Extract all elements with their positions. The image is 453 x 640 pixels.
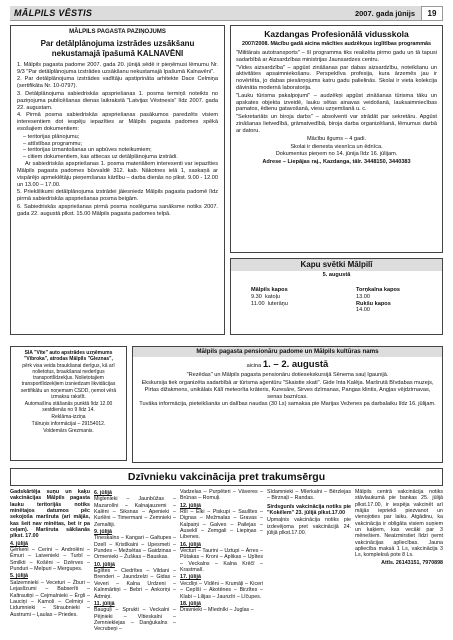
vaccination-intro: Gadskārtēja suņu un kaķu vakcinācijas Mālpils pagasta lauku teritorijās notiks minētajos datumos pēc sekojoša maršruta (ari mājās, kas šeit nav minētas, bet ir pa ceļam). Maršruta sākšanās plkst. 17.00 xyxy=(10,489,90,540)
vaccination-day: 12. jūlijā xyxy=(180,502,201,509)
page-header xyxy=(10,6,443,21)
school-program: "Lauku tūrisma pakalpojumi" – audzēkņi apgūst zināšanas tūrisma tāku un apskates objekta izveidē, lauku sētas ainavas veidošanā, lauksaimniecības pamatos, ēdienu gatavošanā, viesu uzņemšanā u. c. xyxy=(236,92,437,113)
vaccination-day: 18. jūlijā xyxy=(180,600,201,607)
vaccination-phone: Attīs. 26143151, 7970898 xyxy=(381,559,443,566)
cemetery-row: Rukšu kapos xyxy=(356,300,391,307)
sia-footer: Tālruņis informācijai – 29154012. xyxy=(31,421,106,428)
vaccination-route: Ģērkeni – Cerini – Androlēni – Ēmuri – Laivenieki – Turbī – Smilkti – Košēni – Dzērves – Punduri – Melpuri – Mergupes. xyxy=(10,547,90,573)
sia-footer: Automašīnu stāšanās punktā līdz 12.00 sestdienās no 9 līdz 14. xyxy=(24,400,113,413)
vaccination-route: Egiītes – Ciedrītes – Vildani – Brenderi – Jaundzelzi – Gidas – Veveri – Kalna Urdzeni – Kalnmārtiņi – Bebri – Ankoriņi – Ādmiņi. xyxy=(94,568,176,600)
school-subtitle: 2007/2008. Mācību gadā aicina mācīties audzēkņus izglītības programmās xyxy=(241,41,432,48)
excursion-text: "Rezēdas" un Mālpils pagasta pensionāru dotiesekskursijā Sēnema sauļ Igaunijā. xyxy=(186,372,389,379)
cemetery-right-head: Torņkalna kapos xyxy=(356,287,401,293)
notice-bullet: – teritorijas plānojumu; xyxy=(23,133,80,140)
vaccination-col-1 xyxy=(10,489,90,639)
school-info: Skolai ir dienesta viesnīca un ēdnīca. xyxy=(290,143,383,150)
school-info: Dokumentus pieņem no 14. jūnija līdz 16. jūlijam. xyxy=(275,151,398,158)
sia-footer: Reklāma-izziņa xyxy=(51,413,86,420)
vaccination-route: Salzemnieki – Veceturi – Žburi – Lejaslīzumi – Babserīti – Kaltrautiņi – Cejmalnieki – Ērgli – Lauciņi – Kamoli – Celmiņi – Lidumnieki – Straubnieki – Austrumi – Ļaulas – Priedes. xyxy=(10,579,90,618)
vaccination-day: 10. jūlijā xyxy=(94,561,115,568)
school-program: "Militārais autotransports" – šī programma tiks realizēta pirmo gadu un tā tapusi sadarbībā ar Aizsardzības ministrijas Jaunsardzes centru. xyxy=(236,49,437,63)
notice-item: 4. Pirmā posma sabiedriskās apspriešanas pasākumos paredzēts visiem interesentiem dot iespēju iepazīties ar Mālpils pagasta padomes spēkā esošajiem dokumentiem: xyxy=(17,112,218,132)
vaccination-centre: Mālpils centrā vakcinācija notiks stāvlaukumā pie bankas 25. jūlijā plkst.17.00, ir iespēja vakcinēt arī mājās iepriekš piezvanot un vienojoties par laiku. Atgādinu, ka vakcinācija ir obligāta visiem suņiem un kaķiem, kas vecāki par 3 mēnešiem. Neaizmirstiet līdzi ņemt vakcinācijas apliecības. Jauna apliecība maksā 1 Ls, vakcinācija 3 Ls, kompleksā pote 8 Ls. xyxy=(355,489,443,559)
excursion-text: Tuvāka informācija, pieteikšanās un dalības naudas (30 Ls) samaksa pie Marijas Veženes pa darbalaiku līdz 16. jūlijam. xyxy=(139,401,436,408)
notice-bullet: – attīstības programmu; xyxy=(23,140,83,147)
cemetery-row: 14.00 xyxy=(356,307,370,314)
vaccination-day: 17. jūlijā xyxy=(180,574,201,581)
notice-kicker: MĀLPILS PAGASTA PAZIŅOJUMS xyxy=(69,29,166,35)
sia-body: pērk visa veida braukšanai derīgus, kā arī nolietotus, braukšanai nederīgus transportlīdzekļus. Nolietotajiem transportlīdzekļiem izsniedzam likvidācijas sertifikātu un noņemam CSDD, ņemot vērā izmaksu rakstīt. xyxy=(20,363,117,400)
cemetery-title: Kapu svētki Mālpilī xyxy=(231,259,442,271)
vaccination-route: Rīli – Elki – Piskupi – Saulītes – Dignas – Mežmalas – Gravas – Kalpaiņi – Galves – Pailejas – Auseklī – Zemgali – Liepiņas – Libenes. xyxy=(180,509,263,541)
vaccination-place: Upmaļnis vakcinācija notiks pie izdevējoma pret vakcinācijā 24. jūlijā plkst.17.00. xyxy=(267,517,351,537)
notice-item: 3. Detālplānojuma sabiedriskās apspriešanas 1. posma termiņš noteikts no paziņojuma publicēšanas dienas laikrakstā "Latvijas Vēstnesis" līdz 2007. gada 22. augustam. xyxy=(17,90,218,111)
cemetery-row: 9.30 katoļu xyxy=(251,293,280,300)
school-program: "Sekretariāts un biroja darbs" – absolventi var strādāt par sekretāru. Apgūst zināšanas lietvedībā, grāmatvedībā, biroja darba organizēšanā, lēmumus darbā ar datoru. xyxy=(236,114,437,134)
planning-notice xyxy=(10,25,225,335)
cemetery-festival xyxy=(230,258,443,335)
page-number: 19 xyxy=(421,6,443,21)
vaccination-route: Vecdīņi – Vīdēni – Krumāļi – Kiceri – Cepīši – Akotēnes – Birzītes – Klabi – Lilijas – Jaunzīri – Līčupes. xyxy=(180,580,263,600)
vaccination-place: Sirdsgunīs vakcinācija notiks pie "Kokēīem" 23. jūlijā plkst.17.00 xyxy=(267,503,351,517)
vaccination-route: Dravnieki – Mīednīki – Juglas – xyxy=(180,607,254,614)
vaccination-col-4 xyxy=(267,489,351,639)
cemetery-left-head: Mālpils kapos xyxy=(251,287,288,293)
notice-paragraph: Ar sabiedriskās apspriešanas 1. posma materiāliem interesenti var iepazīties Mālpils pagasta padomes būvvaldē 312. kab. Nākotnes ielā 1, saskaņā ar vispārējo apmeklētāju pieņemšanas kārtību – darba dienās no plkst. 9.00 - 12.00 un 13.00 – 17.00. xyxy=(17,161,218,188)
notice-bullet: – teritorijas izmantošanas un apbūves noteikumiem; xyxy=(23,147,152,154)
newspaper-title: MĀLPILS VĒSTIS xyxy=(14,8,93,18)
vaccination-col-5 xyxy=(355,489,443,639)
vaccination-day: 4. jūlijā xyxy=(10,540,28,547)
school-info: Mācību ilgums – 4 gadi. xyxy=(306,135,367,142)
school-program: "Vides aizsardzība" – apgūst zināšanas par dabas aizsardzību, noteikšanu un aktivitātes apsaimniekošanu. Perspektīva profesija, kura ārzemēs jau ir novērtēta, jo dabas piesārņojums katru gadu palielinās. Skolai ir vieta kolekcija dāvināta modernā laboratorija. xyxy=(236,64,437,92)
notice-item: 2. Par detālplānojuma izstrādes vadītāju apstiprināta arhitekte Dace Celmiņa (sertifikāta Nr. 10-0797). xyxy=(17,76,218,90)
vaccination-route: Sīdamnieki – Mīerkalni – Bērzlejas – Birznaļi – Randas. xyxy=(267,489,351,502)
school-contact: Adrese – Liepājas raj., Kazdanga, tālr. 3448150, 3440383 xyxy=(262,159,411,166)
notice-item: 5. Priekšlikumi detālplānojuma izstrādei jāiesniedz Mālpils pagasta padomē līdz pirmā sabiedriskās apspriešanas posma beigām. xyxy=(17,189,218,203)
excursion-text: Ekskursija tiek organizēta sadarbībā ar tūrisma aģentūru "Skaistie skati". Gide Inta Kalēja. Maršrutā Bīvdabas muzejs, Pirtas dižakmens, unikālais Kālī meteorīta krāteris, Kuresāre, Sirves dzīmanas, Pangas klintis, Angļas vējdzirnavas, senas baznīcas. xyxy=(141,379,434,400)
vaccination-day: 6. jūlijā xyxy=(94,490,112,496)
excursion-date: aicina 1. – 2. augustā xyxy=(246,358,329,370)
vaccination-title: Dzīvnieku vakcinācija pret trakumsērgu xyxy=(127,471,326,483)
vaccination-route: Tineskalns – Kangari – Galtupes – Dzelī – Kristlkalni – Upesmeti – Pundes – Mežsētas – Gaidzinas – Ormenieki – Žuškas – Bauskas. xyxy=(94,535,176,561)
school-title: Kazdangas Profesionālā vidusskola xyxy=(264,29,409,39)
vaccination-route: Vecturi – Taurini – Uztupi – Ārres – Pūtakas – Kroni – Aplikas – Upītes – Vecka​lns – Kalna Krēčī – Krastmalī. xyxy=(180,548,263,574)
vaccination-route: Miglenieki – Jaunbūžas – Mazarolīni – Kalnajauzemi – Kalēni – Siksnas – Apenieki – Kurlēni – Timermani – Zemnieki – Zemaltiji. xyxy=(94,496,176,528)
notice-item: 1. Mālpils pagasta padome 2007. gada 20. jūnijā sēdē ir pieņēmusi lēmumu Nr. 9/3 "Par detālplānojuma izstrādes uzsākšanu nekustamajā īpašumā Kalnavēni". xyxy=(17,61,218,75)
vaccination-day: 11. jūlijā xyxy=(94,600,115,607)
issue-date: 2007. gada jūnijs xyxy=(354,9,415,18)
sia-advert xyxy=(10,346,127,461)
vaccination-day: 5. jūlijā xyxy=(10,573,28,580)
notice-bullet: – citiem dokumentiem, kas attiecas uz detālplānojuma izstrādi. xyxy=(23,154,178,161)
vaccination-day: 9. jūlijā xyxy=(94,529,112,536)
vaccination-title-bar xyxy=(10,468,443,486)
excursion-notice xyxy=(132,346,443,463)
notice-item: 6. Sabiedriskās apspriešanas pirmā posma noslēguma sanāksme notiks 2007. gada 22. augustā plkst. 15.00 Mālpils pagasta padomes telpā. xyxy=(17,203,218,217)
notice-title: Par detālplānojuma izstrādes uzsākšanu nekustamajā īpašumā KALNAVĒNI xyxy=(40,39,195,58)
notice-body xyxy=(17,62,218,218)
cemetery-date: 5. augustā xyxy=(322,271,351,278)
school-advert xyxy=(230,25,443,253)
cemetery-row: 11.00 luterāņu xyxy=(251,300,288,307)
cemetery-row: 13.00 xyxy=(356,293,370,300)
vaccination-col-2 xyxy=(94,489,176,639)
vaccination-col-3 xyxy=(180,489,263,639)
sia-footer: Voldemārs Grezmanis. xyxy=(43,428,94,435)
vaccination-day: 16. jūlijā xyxy=(180,541,201,548)
sia-lead: SIA "Vite" auto apstrādes uzņēmums "Vibroka", atrodas Mālpils "Gleznas", xyxy=(24,350,113,363)
excursion-title: Mālpils pagasta pensionāru padome un Mālpils kultūras nams xyxy=(133,347,442,357)
vaccination-route: Vadzelas – Purpēteri – Vāveres – Brūnas – Romuļi. xyxy=(180,489,263,502)
vaccination-route: Bauguļi – Sprukti – Veckalni – Pējnieki – Vītieskalni – Zemnieklejas – Danģukalns – Vecrubeņi – xyxy=(94,607,176,633)
